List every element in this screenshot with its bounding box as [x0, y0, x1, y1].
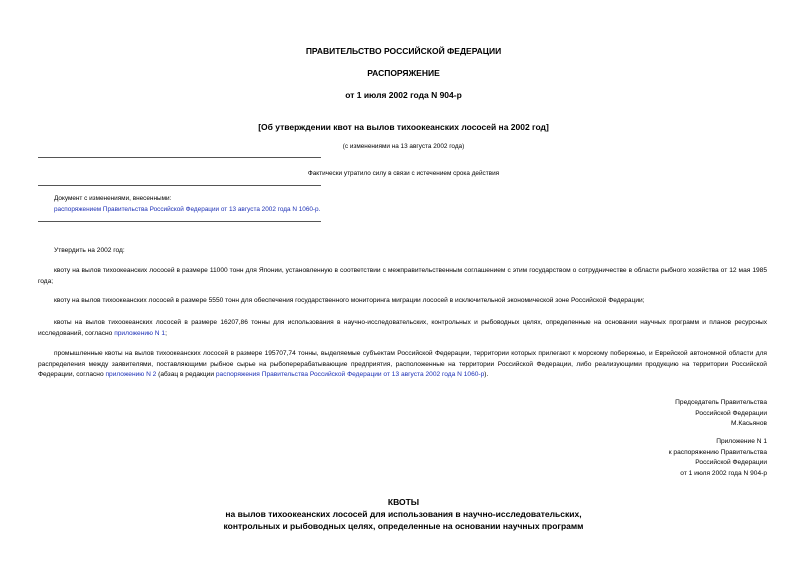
amendment-inline-link[interactable]: распоряжения Правительства Российской Федерации от 13 августа 2002 года N 1060-р [215, 371, 485, 378]
paragraph-3 [38, 318, 767, 339]
appendix-2-link[interactable]: приложению N 2 [105, 371, 157, 378]
divider [38, 221, 321, 222]
paragraph-1-text: квоту на вылов тихоокеанских лососей в размере 11000 тонн для Японии, установленную в соответствии с межправительственным соглашением с этим государством о сотрудничестве в области рыбного хозяйства от 12 мая 1985 года; [38, 267, 767, 285]
appendix-line-1: Приложение N 1 [716, 438, 767, 445]
signature-line-1: Председатель Правительства [675, 399, 767, 406]
paragraph-4-mid: (абзац в редакции [156, 371, 216, 378]
paragraph-4-end: ). [484, 371, 489, 378]
doc-date: от 1 июля 2002 года N 904-р [345, 90, 462, 100]
paragraph-4 [38, 349, 767, 381]
paragraph-2-text: квоту на вылов тихоокеанских лососей в размере 5550 тонн для обеспечения государственного мониторинга миграции лососей в исключительной экономической зоне Российской Федерации; [54, 297, 645, 304]
quotas-subtitle-1: на вылов тихоокеанских лососей для использования в научно-исследовательских, [225, 509, 582, 519]
paragraph-3-text: квоты на вылов тихоокеанских лососей в размере 16207,86 тонны для использования в научно-исследовательских, контрольных и рыбоводных целях, определенные на основании научных программ и планов ресурсных исследований, согласно [38, 319, 767, 337]
amendment-link[interactable]: распоряжением Правительства Российской Федерации от 13 августа 2002 года N 1060-р. [54, 206, 321, 213]
paragraph-1 [38, 266, 767, 287]
divider [38, 157, 321, 158]
amendments-intro: Документ с изменениями, внесенными: [54, 195, 172, 202]
doc-type: РАСПОРЯЖЕНИЕ [367, 68, 440, 78]
divider [38, 185, 321, 186]
changes-note: (с изменениями на 13 августа 2002 года) [342, 143, 465, 150]
status-note: Фактически утратило силу в связи с истечением срока действия [307, 170, 500, 177]
paragraph-2 [38, 296, 767, 307]
signature-line-2: Российской Федерации [695, 409, 767, 417]
appendix-1-link[interactable]: приложению N 1 [114, 329, 166, 337]
signature-block [675, 398, 767, 430]
quotas-title: КВОТЫ [387, 497, 420, 507]
quotas-subtitle-2: контрольных и рыбоводных целях, определенные на основании научных программ [223, 521, 584, 531]
org-name: ПРАВИТЕЛЬСТВО РОССИЙСКОЙ ФЕДЕРАЦИИ [305, 46, 502, 56]
appendix-line-2: к распоряжению Правительства [668, 448, 767, 456]
signature-line-3: М.Касьянов [731, 420, 767, 427]
approve-line: Утвердить на 2002 год: [54, 247, 125, 254]
doc-title: [Об утверждении квот на вылов тихоокеанских лососей на 2002 год] [258, 122, 549, 132]
appendix-line-4: от 1 июля 2002 года N 904-р [680, 469, 767, 477]
paragraph-3-end: ; [165, 329, 167, 337]
appendix-header [669, 437, 767, 479]
paragraph-4-text: промышленные квоты на вылов тихоокеанских лососей в размере 195707,74 тонны, выделяемые субъектам Российской Федерации, территории которых прилегают к морскому побережью, и Еврейской автономной области для распределения между заявителями, поставляющими рыбное сырье на рыбоперерабатывающие предприятия, расположенные на территории Российской Федерации, либо реализующими продукцию на территории Российской Федерации, согласно [38, 350, 767, 378]
appendix-line-3: Российской Федерации [695, 459, 767, 466]
